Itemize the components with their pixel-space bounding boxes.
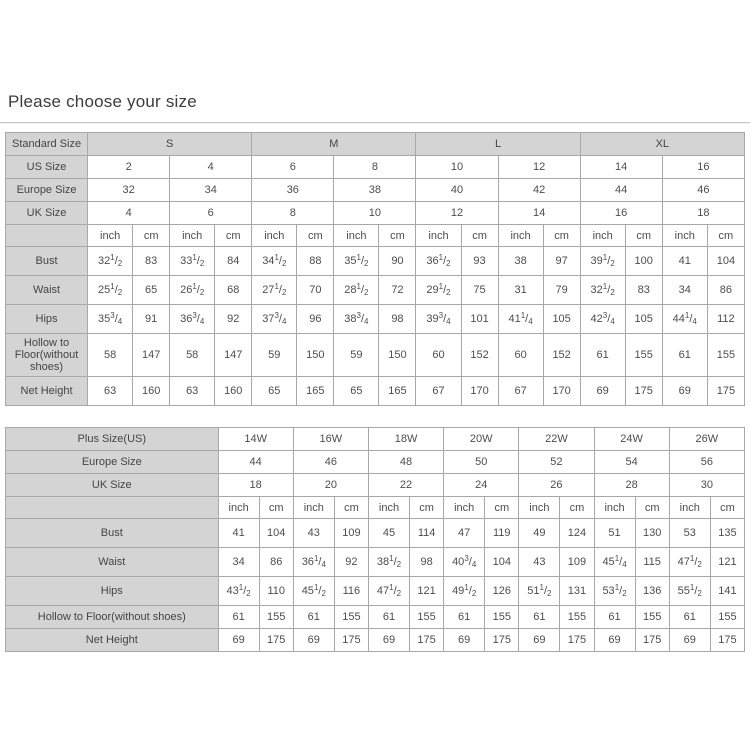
measure-value-cell: 86 bbox=[707, 276, 744, 305]
measure-value-cell: 100 bbox=[625, 247, 662, 276]
row-label: Waist bbox=[6, 276, 88, 305]
measure-value-cell: $47^1/_2$ bbox=[669, 548, 710, 577]
unit-cm-cell: cm bbox=[133, 225, 170, 247]
unit-inch-cell: inch bbox=[334, 225, 379, 247]
unit-inch-cell: inch bbox=[662, 225, 707, 247]
measure-value-cell: 98 bbox=[410, 548, 444, 577]
size-value-cell: 30 bbox=[669, 474, 744, 497]
measure-value-cell: 41 bbox=[218, 519, 259, 548]
measure-value-cell: $32^1/_2$ bbox=[88, 247, 133, 276]
row-label: Hollow to Floor(without shoes) bbox=[6, 606, 219, 629]
measure-value-cell: 165 bbox=[379, 377, 416, 406]
measure-value-cell: 31 bbox=[498, 276, 543, 305]
measure-value-cell: 147 bbox=[215, 334, 252, 377]
measure-value-cell: 98 bbox=[379, 305, 416, 334]
measure-value-cell: $47^1/_2$ bbox=[368, 577, 409, 606]
unit-cm-cell: cm bbox=[625, 225, 662, 247]
size-value-cell: 26W bbox=[669, 428, 744, 451]
measure-value-cell: 131 bbox=[560, 577, 594, 606]
size-value-cell: 20W bbox=[444, 428, 519, 451]
size-value-cell: 14 bbox=[580, 156, 662, 179]
measure-value-cell: 69 bbox=[519, 629, 560, 652]
size-value-cell: 6 bbox=[170, 202, 252, 225]
tables-spacer bbox=[0, 406, 750, 427]
size-value-cell: 24W bbox=[594, 428, 669, 451]
size-value-cell: 14W bbox=[218, 428, 293, 451]
measure-value-cell: 47 bbox=[444, 519, 485, 548]
size-group-header: M bbox=[252, 133, 416, 156]
measure-value-cell: 155 bbox=[334, 606, 368, 629]
measure-value-cell: $36^3/_4$ bbox=[170, 305, 215, 334]
measure-value-cell: 104 bbox=[259, 519, 293, 548]
measure-value-cell: 160 bbox=[215, 377, 252, 406]
measure-value-cell: 175 bbox=[259, 629, 293, 652]
size-value-cell: 16 bbox=[662, 156, 744, 179]
measure-row bbox=[6, 276, 745, 305]
measure-value-cell: 68 bbox=[215, 276, 252, 305]
size-value-cell: 24 bbox=[444, 474, 519, 497]
measure-value-cell: $35^1/_2$ bbox=[334, 247, 379, 276]
measure-value-cell: 96 bbox=[297, 305, 334, 334]
size-group-header: XL bbox=[580, 133, 744, 156]
measure-value-cell: 155 bbox=[707, 334, 744, 377]
measure-value-cell: 67 bbox=[498, 377, 543, 406]
size-row bbox=[6, 156, 745, 179]
measure-value-cell: 45 bbox=[368, 519, 409, 548]
measure-value-cell: $29^1/_2$ bbox=[416, 276, 461, 305]
measure-value-cell: 43 bbox=[519, 548, 560, 577]
unit-inch-cell: inch bbox=[252, 225, 297, 247]
measure-value-cell: 83 bbox=[133, 247, 170, 276]
measure-value-cell: 104 bbox=[707, 247, 744, 276]
measure-value-cell: 170 bbox=[543, 377, 580, 406]
size-value-cell: 40 bbox=[416, 179, 498, 202]
measure-value-cell: 165 bbox=[297, 377, 334, 406]
measure-value-cell: 59 bbox=[334, 334, 379, 377]
measure-value-cell: 152 bbox=[543, 334, 580, 377]
unit-inch-cell: inch bbox=[669, 497, 710, 519]
measure-value-cell: 61 bbox=[293, 606, 334, 629]
measure-value-cell: 69 bbox=[368, 629, 409, 652]
measure-value-cell: $38^3/_4$ bbox=[334, 305, 379, 334]
measure-value-cell: 135 bbox=[710, 519, 744, 548]
measure-value-cell: 67 bbox=[416, 377, 461, 406]
measure-value-cell: 51 bbox=[594, 519, 635, 548]
size-row bbox=[6, 428, 745, 451]
measure-value-cell: $38^1/_2$ bbox=[368, 548, 409, 577]
measure-value-cell: $32^1/_2$ bbox=[580, 276, 625, 305]
measure-value-cell: $27^1/_2$ bbox=[252, 276, 297, 305]
size-value-cell: 16W bbox=[293, 428, 368, 451]
measure-value-cell: 72 bbox=[379, 276, 416, 305]
measure-value-cell: 90 bbox=[379, 247, 416, 276]
measure-value-cell: 155 bbox=[635, 606, 669, 629]
size-value-cell: 8 bbox=[334, 156, 416, 179]
measure-value-cell: 155 bbox=[625, 334, 662, 377]
row-label: US Size bbox=[6, 156, 88, 179]
unit-inch-cell: inch bbox=[444, 497, 485, 519]
measure-value-cell: 175 bbox=[710, 629, 744, 652]
measure-value-cell: 63 bbox=[170, 377, 215, 406]
measure-value-cell: $43^1/_2$ bbox=[218, 577, 259, 606]
measure-value-cell: 63 bbox=[88, 377, 133, 406]
measure-value-cell: 155 bbox=[710, 606, 744, 629]
measure-row bbox=[6, 548, 745, 577]
size-value-cell: 52 bbox=[519, 451, 594, 474]
size-value-cell: 26 bbox=[519, 474, 594, 497]
measure-value-cell: $45^1/_4$ bbox=[594, 548, 635, 577]
measure-value-cell: 61 bbox=[368, 606, 409, 629]
measure-value-cell: 109 bbox=[334, 519, 368, 548]
unit-cm-cell: cm bbox=[707, 225, 744, 247]
size-value-cell: 34 bbox=[170, 179, 252, 202]
row-label: UK Size bbox=[6, 474, 219, 497]
measure-value-cell: 105 bbox=[543, 305, 580, 334]
measure-value-cell: 121 bbox=[410, 577, 444, 606]
size-value-cell: 36 bbox=[252, 179, 334, 202]
measure-value-cell: $26^1/_2$ bbox=[170, 276, 215, 305]
size-group-header: S bbox=[88, 133, 252, 156]
measure-value-cell: 60 bbox=[498, 334, 543, 377]
measure-value-cell: 136 bbox=[635, 577, 669, 606]
measure-value-cell: 70 bbox=[297, 276, 334, 305]
measure-value-cell: 160 bbox=[133, 377, 170, 406]
page-title: Please choose your size bbox=[8, 92, 197, 111]
measure-value-cell: $53^1/_2$ bbox=[594, 577, 635, 606]
unit-cm-cell: cm bbox=[297, 225, 334, 247]
size-value-cell: 32 bbox=[88, 179, 170, 202]
measure-value-cell: 61 bbox=[444, 606, 485, 629]
measure-value-cell: $36^1/_4$ bbox=[293, 548, 334, 577]
size-value-cell: 50 bbox=[444, 451, 519, 474]
unit-inch-cell: inch bbox=[594, 497, 635, 519]
size-row bbox=[6, 179, 745, 202]
measure-row bbox=[6, 377, 745, 406]
size-value-cell: 4 bbox=[170, 156, 252, 179]
row-label: Bust bbox=[6, 519, 219, 548]
size-value-cell: 2 bbox=[88, 156, 170, 179]
measure-value-cell: 175 bbox=[635, 629, 669, 652]
size-value-cell: 18 bbox=[218, 474, 293, 497]
measure-row bbox=[6, 577, 745, 606]
unit-cm-cell: cm bbox=[485, 497, 519, 519]
measure-value-cell: 84 bbox=[215, 247, 252, 276]
unit-cm-cell: cm bbox=[379, 225, 416, 247]
measure-row bbox=[6, 247, 745, 276]
unit-row-corner bbox=[6, 225, 88, 247]
measure-value-cell: 130 bbox=[635, 519, 669, 548]
size-value-cell: 10 bbox=[416, 156, 498, 179]
unit-cm-cell: cm bbox=[334, 497, 368, 519]
size-value-cell: 12 bbox=[416, 202, 498, 225]
unit-cm-cell: cm bbox=[215, 225, 252, 247]
measure-value-cell: 61 bbox=[662, 334, 707, 377]
row-label: Hollow to Floor(without shoes) bbox=[6, 334, 88, 377]
measure-value-cell: 115 bbox=[635, 548, 669, 577]
measure-value-cell: $45^1/_2$ bbox=[293, 577, 334, 606]
measure-value-cell: 175 bbox=[334, 629, 368, 652]
measure-value-cell: $36^1/_2$ bbox=[416, 247, 461, 276]
row-label: Plus Size(US) bbox=[6, 428, 219, 451]
measure-value-cell: $33^1/_2$ bbox=[170, 247, 215, 276]
unit-inch-cell: inch bbox=[293, 497, 334, 519]
measure-value-cell: 175 bbox=[625, 377, 662, 406]
unit-cm-cell: cm bbox=[560, 497, 594, 519]
size-value-cell: 46 bbox=[662, 179, 744, 202]
measure-value-cell: 69 bbox=[293, 629, 334, 652]
measure-value-cell: $28^1/_2$ bbox=[334, 276, 379, 305]
measure-value-cell: 53 bbox=[669, 519, 710, 548]
size-value-cell: 18W bbox=[368, 428, 443, 451]
size-row bbox=[6, 451, 745, 474]
measure-value-cell: 150 bbox=[297, 334, 334, 377]
measure-value-cell: 65 bbox=[252, 377, 297, 406]
measure-row bbox=[6, 334, 745, 377]
measure-value-cell: 34 bbox=[218, 548, 259, 577]
unit-inch-cell: inch bbox=[519, 497, 560, 519]
size-value-cell: 4 bbox=[88, 202, 170, 225]
size-value-cell: 14 bbox=[498, 202, 580, 225]
measure-value-cell: 38 bbox=[498, 247, 543, 276]
measure-value-cell: $41^1/_4$ bbox=[498, 305, 543, 334]
measure-value-cell: $55^1/_2$ bbox=[669, 577, 710, 606]
measure-value-cell: 91 bbox=[133, 305, 170, 334]
size-value-cell: 56 bbox=[669, 451, 744, 474]
measure-value-cell: 121 bbox=[710, 548, 744, 577]
measure-value-cell: 75 bbox=[461, 276, 498, 305]
measure-value-cell: 83 bbox=[625, 276, 662, 305]
size-value-cell: 22 bbox=[368, 474, 443, 497]
measure-value-cell: 69 bbox=[662, 377, 707, 406]
measure-value-cell: 65 bbox=[334, 377, 379, 406]
measure-value-cell: $51^1/_2$ bbox=[519, 577, 560, 606]
measure-value-cell: $39^3/_4$ bbox=[416, 305, 461, 334]
size-value-cell: 54 bbox=[594, 451, 669, 474]
measure-value-cell: 69 bbox=[444, 629, 485, 652]
unit-inch-cell: inch bbox=[416, 225, 461, 247]
measure-value-cell: 124 bbox=[560, 519, 594, 548]
corner-label: Standard Size bbox=[6, 133, 88, 156]
measure-value-cell: 88 bbox=[297, 247, 334, 276]
measure-value-cell: 101 bbox=[461, 305, 498, 334]
measure-value-cell: 69 bbox=[580, 377, 625, 406]
measure-value-cell: 141 bbox=[710, 577, 744, 606]
measure-value-cell: 105 bbox=[625, 305, 662, 334]
size-value-cell: 44 bbox=[218, 451, 293, 474]
size-value-cell: 20 bbox=[293, 474, 368, 497]
unit-row-corner bbox=[6, 497, 219, 519]
measure-value-cell: 61 bbox=[580, 334, 625, 377]
unit-cm-cell: cm bbox=[259, 497, 293, 519]
unit-inch-cell: inch bbox=[88, 225, 133, 247]
measure-value-cell: $42^3/_4$ bbox=[580, 305, 625, 334]
size-value-cell: 22W bbox=[519, 428, 594, 451]
measure-value-cell: 109 bbox=[560, 548, 594, 577]
measure-value-cell: 93 bbox=[461, 247, 498, 276]
measure-value-cell: 92 bbox=[334, 548, 368, 577]
size-value-cell: 44 bbox=[580, 179, 662, 202]
measure-value-cell: 150 bbox=[379, 334, 416, 377]
measure-value-cell: 175 bbox=[410, 629, 444, 652]
measure-value-cell: 152 bbox=[461, 334, 498, 377]
unit-inch-cell: inch bbox=[218, 497, 259, 519]
row-label: Europe Size bbox=[6, 179, 88, 202]
unit-inch-cell: inch bbox=[170, 225, 215, 247]
row-label: Bust bbox=[6, 247, 88, 276]
measure-value-cell: 110 bbox=[259, 577, 293, 606]
row-label: Hips bbox=[6, 577, 219, 606]
size-value-cell: 18 bbox=[662, 202, 744, 225]
measure-value-cell: $49^1/_2$ bbox=[444, 577, 485, 606]
measure-row bbox=[6, 519, 745, 548]
measure-value-cell: 175 bbox=[485, 629, 519, 652]
row-label: Europe Size bbox=[6, 451, 219, 474]
measure-value-cell: $44^1/_4$ bbox=[662, 305, 707, 334]
unit-cm-cell: cm bbox=[710, 497, 744, 519]
size-row bbox=[6, 474, 745, 497]
measure-value-cell: $39^1/_2$ bbox=[580, 247, 625, 276]
measure-value-cell: $34^1/_2$ bbox=[252, 247, 297, 276]
unit-row bbox=[6, 225, 745, 247]
row-label: Waist bbox=[6, 548, 219, 577]
size-group-header: L bbox=[416, 133, 580, 156]
row-label: UK Size bbox=[6, 202, 88, 225]
size-value-cell: 46 bbox=[293, 451, 368, 474]
size-value-cell: 16 bbox=[580, 202, 662, 225]
measure-value-cell: 58 bbox=[88, 334, 133, 377]
measure-value-cell: 69 bbox=[594, 629, 635, 652]
unit-inch-cell: inch bbox=[580, 225, 625, 247]
measure-value-cell: 59 bbox=[252, 334, 297, 377]
measure-value-cell: 114 bbox=[410, 519, 444, 548]
measure-row bbox=[6, 305, 745, 334]
size-value-cell: 12 bbox=[498, 156, 580, 179]
unit-row bbox=[6, 497, 745, 519]
measure-value-cell: 175 bbox=[560, 629, 594, 652]
measure-value-cell: 61 bbox=[594, 606, 635, 629]
measure-value-cell: $25^1/_2$ bbox=[88, 276, 133, 305]
measure-value-cell: 155 bbox=[560, 606, 594, 629]
title-divider bbox=[0, 122, 750, 124]
unit-inch-cell: inch bbox=[498, 225, 543, 247]
measure-value-cell: 69 bbox=[218, 629, 259, 652]
plus-size-table bbox=[5, 427, 745, 652]
measure-value-cell: 65 bbox=[133, 276, 170, 305]
measure-value-cell: 43 bbox=[293, 519, 334, 548]
standard-size-table bbox=[5, 132, 745, 406]
measure-value-cell: 116 bbox=[334, 577, 368, 606]
row-label: Net Height bbox=[6, 377, 88, 406]
measure-value-cell: $37^3/_4$ bbox=[252, 305, 297, 334]
measure-value-cell: 61 bbox=[519, 606, 560, 629]
measure-value-cell: 155 bbox=[410, 606, 444, 629]
measure-value-cell: 155 bbox=[485, 606, 519, 629]
measure-value-cell: 104 bbox=[485, 548, 519, 577]
measure-row bbox=[6, 629, 745, 652]
measure-value-cell: $35^3/_4$ bbox=[88, 305, 133, 334]
measure-value-cell: 79 bbox=[543, 276, 580, 305]
size-value-cell: 8 bbox=[252, 202, 334, 225]
size-row bbox=[6, 202, 745, 225]
measure-value-cell: 58 bbox=[170, 334, 215, 377]
measure-value-cell: 126 bbox=[485, 577, 519, 606]
size-group-row bbox=[6, 133, 745, 156]
measure-value-cell: 61 bbox=[669, 606, 710, 629]
measure-row bbox=[6, 606, 745, 629]
size-value-cell: 38 bbox=[334, 179, 416, 202]
size-value-cell: 10 bbox=[334, 202, 416, 225]
measure-value-cell: 170 bbox=[461, 377, 498, 406]
measure-value-cell: 155 bbox=[259, 606, 293, 629]
size-value-cell: 28 bbox=[594, 474, 669, 497]
size-value-cell: 48 bbox=[368, 451, 443, 474]
unit-cm-cell: cm bbox=[635, 497, 669, 519]
row-label: Hips bbox=[6, 305, 88, 334]
size-value-cell: 42 bbox=[498, 179, 580, 202]
measure-value-cell: 92 bbox=[215, 305, 252, 334]
unit-inch-cell: inch bbox=[368, 497, 409, 519]
unit-cm-cell: cm bbox=[461, 225, 498, 247]
measure-value-cell: 41 bbox=[662, 247, 707, 276]
measure-value-cell: 61 bbox=[218, 606, 259, 629]
measure-value-cell: 112 bbox=[707, 305, 744, 334]
unit-cm-cell: cm bbox=[410, 497, 444, 519]
measure-value-cell: 49 bbox=[519, 519, 560, 548]
measure-value-cell: 86 bbox=[259, 548, 293, 577]
measure-value-cell: $40^3/_4$ bbox=[444, 548, 485, 577]
unit-cm-cell: cm bbox=[543, 225, 580, 247]
measure-value-cell: 119 bbox=[485, 519, 519, 548]
measure-value-cell: 175 bbox=[707, 377, 744, 406]
measure-value-cell: 147 bbox=[133, 334, 170, 377]
measure-value-cell: 60 bbox=[416, 334, 461, 377]
measure-value-cell: 69 bbox=[669, 629, 710, 652]
measure-value-cell: 34 bbox=[662, 276, 707, 305]
row-label: Net Height bbox=[6, 629, 219, 652]
size-value-cell: 6 bbox=[252, 156, 334, 179]
measure-value-cell: 97 bbox=[543, 247, 580, 276]
